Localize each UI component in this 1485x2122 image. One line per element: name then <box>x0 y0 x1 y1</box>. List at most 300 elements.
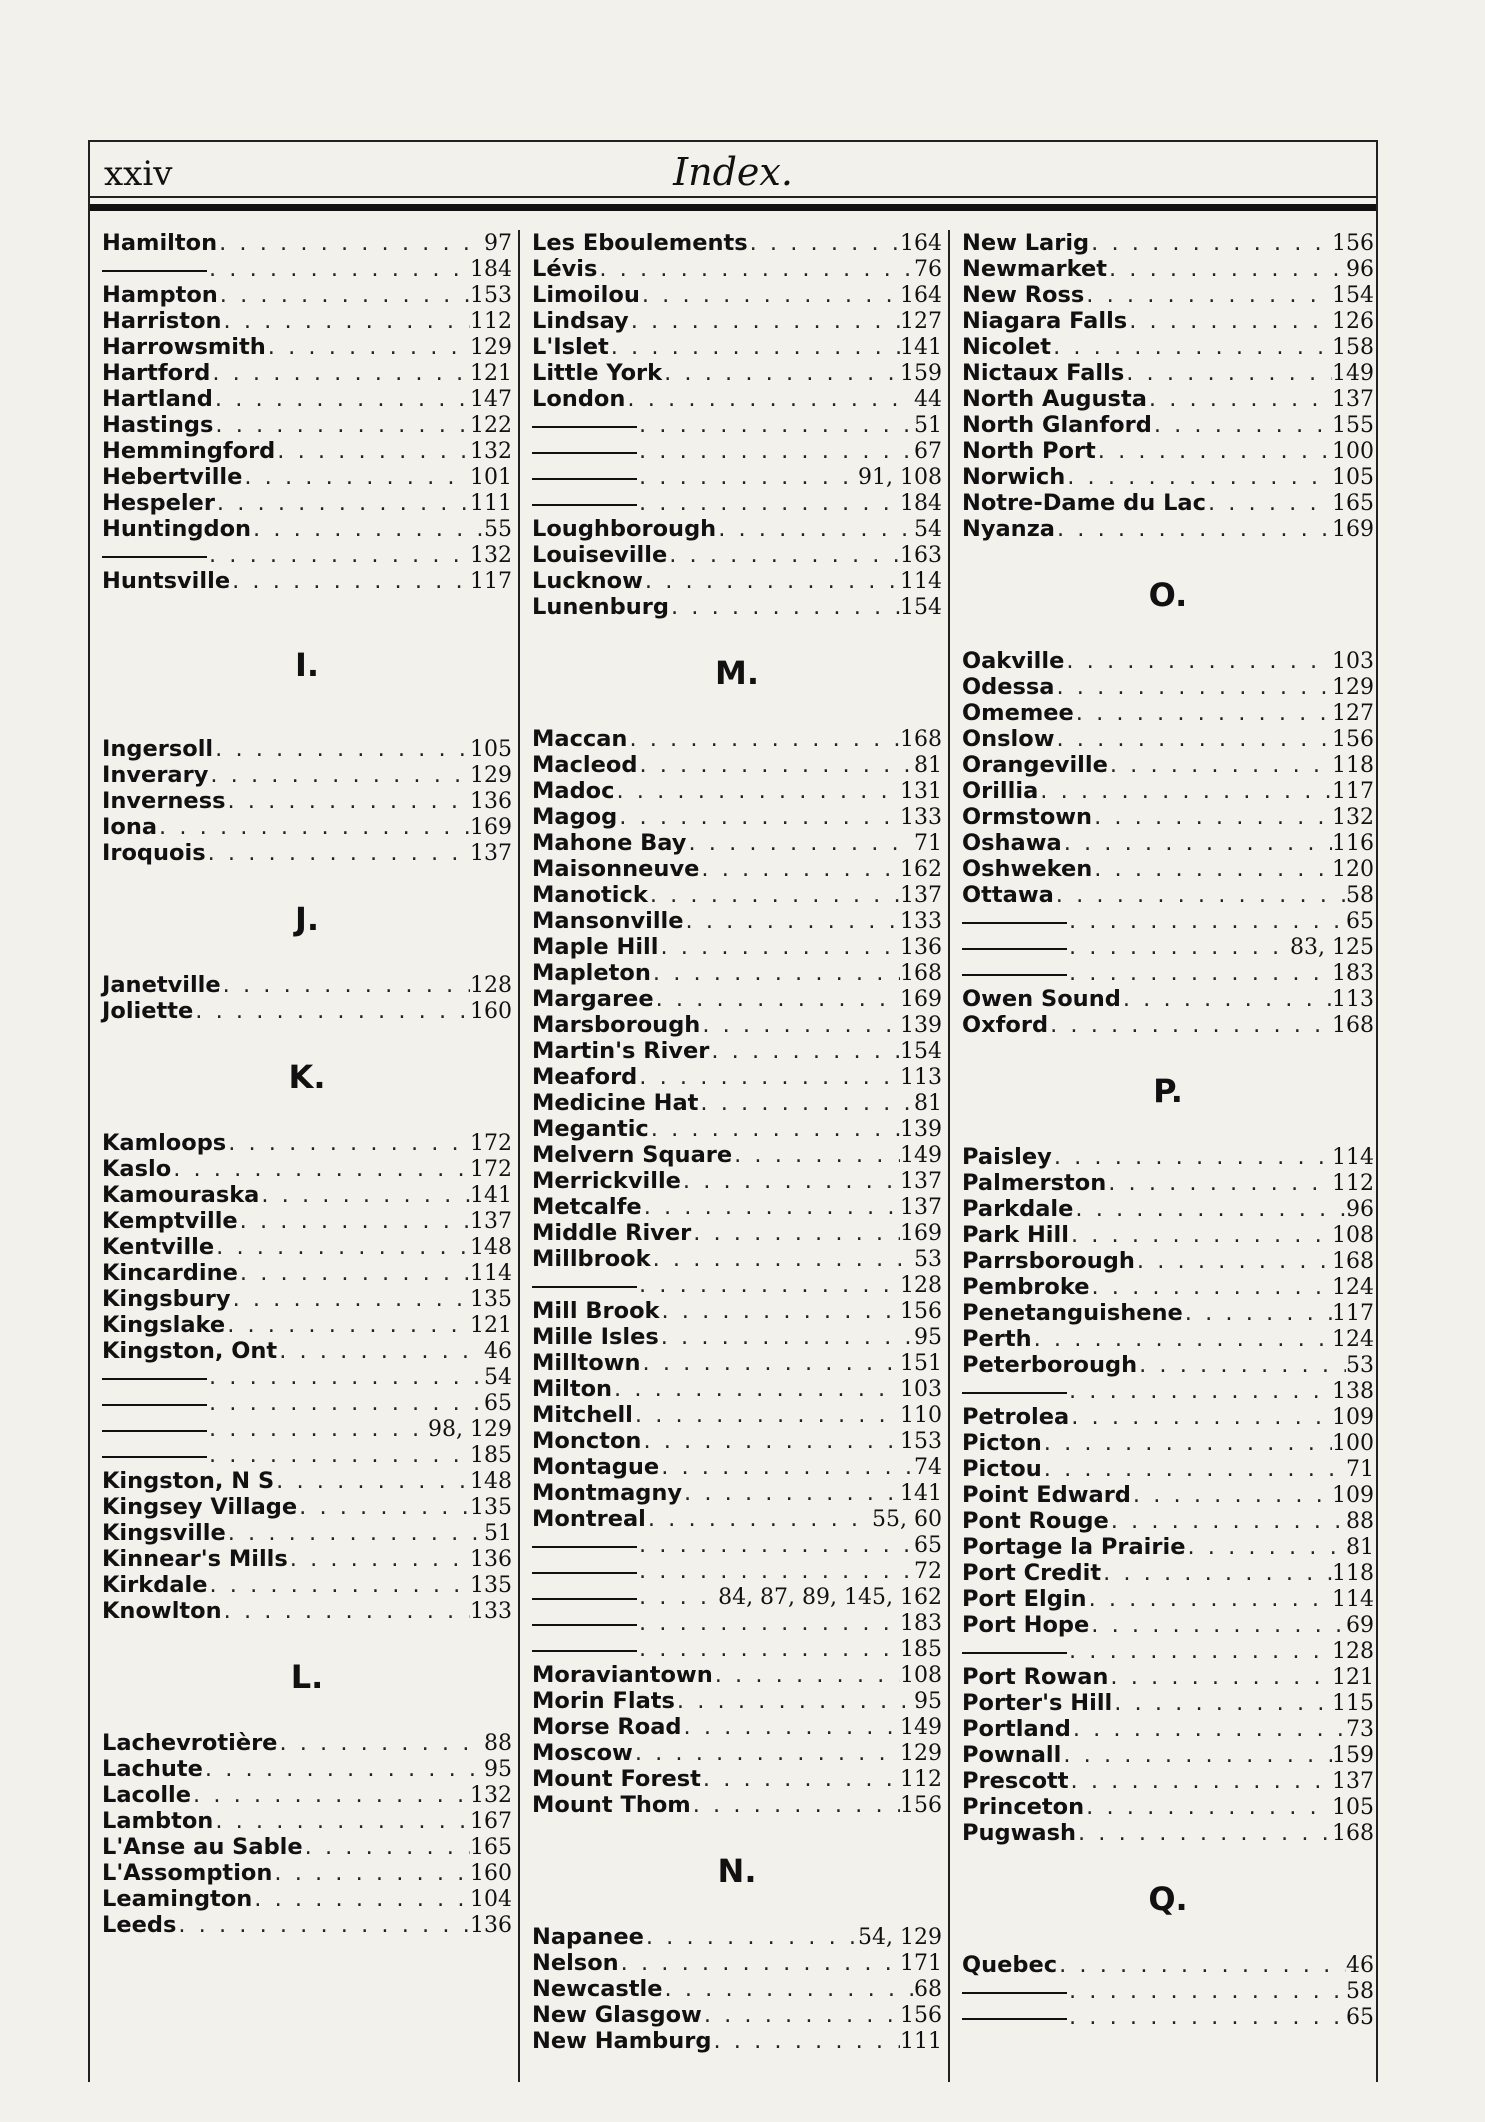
page-reference: 136 <box>470 1913 512 1938</box>
section-spacer <box>102 1024 512 1052</box>
dot-leader <box>597 256 914 282</box>
index-entry <box>532 1740 942 1766</box>
dot-leader <box>691 1792 900 1818</box>
index-entry <box>532 1142 942 1168</box>
index-entry <box>962 726 1374 752</box>
dot-leader <box>1101 1560 1332 1586</box>
page-reference: 168 <box>1332 1821 1374 1846</box>
dot-leader <box>277 1338 484 1364</box>
place-name: Montague <box>532 1454 660 1480</box>
dot-leader <box>662 360 900 386</box>
dot-leader <box>1054 882 1346 908</box>
ditto-dash <box>962 1992 1067 1994</box>
dot-leader <box>614 778 900 804</box>
place-name: Peterborough <box>962 1352 1138 1378</box>
index-entry <box>962 412 1374 438</box>
index-entry <box>102 998 512 1024</box>
place-name: Kinnear's Mills <box>102 1546 288 1572</box>
dot-leader <box>1032 1326 1332 1352</box>
dot-leader <box>637 412 914 438</box>
place-name: Perth <box>962 1326 1032 1352</box>
page-reference: 149 <box>900 1143 942 1168</box>
page-reference: 121 <box>470 361 512 386</box>
ditto-dash <box>532 504 637 506</box>
section-spacer <box>532 620 942 648</box>
place-name: Port Credit <box>962 1560 1102 1586</box>
place-name: Pugwash <box>962 1820 1076 1846</box>
page-reference: 156 <box>900 2003 942 2028</box>
index-entry <box>962 464 1374 490</box>
page-reference: 137 <box>1332 1769 1374 1794</box>
index-entry <box>532 516 942 542</box>
ditto-dash <box>532 1650 637 1652</box>
index-entry-continuation <box>962 2004 1374 2030</box>
place-name: Port Rowan <box>962 1664 1109 1690</box>
page-reference: 112 <box>470 309 512 334</box>
dot-leader <box>1067 1378 1332 1404</box>
index-entry-continuation <box>102 256 512 282</box>
index-entry <box>102 1208 512 1234</box>
index-entry-continuation <box>532 1610 942 1636</box>
index-entry <box>962 986 1374 1012</box>
index-entry <box>102 1782 512 1808</box>
page-reference: 51 <box>484 1521 512 1546</box>
ditto-dash <box>102 556 207 558</box>
dot-leader <box>277 1730 484 1756</box>
place-name: Owen Sound <box>962 986 1121 1012</box>
page-reference: 113 <box>900 1065 942 1090</box>
index-entry <box>102 762 512 788</box>
page-reference: 121 <box>470 1313 512 1338</box>
ditto-dash <box>532 1598 637 1600</box>
dot-leader <box>637 464 858 490</box>
place-name: Hampton <box>102 282 218 308</box>
dot-leader <box>637 1584 718 1610</box>
dot-leader <box>1084 1794 1332 1820</box>
place-name: Nyanza <box>962 516 1055 542</box>
page-reference: 55, 60 <box>872 1507 942 1532</box>
dot-leader <box>218 282 470 308</box>
index-entry <box>532 1480 942 1506</box>
index-entry <box>532 986 942 1012</box>
page-reference: 127 <box>1332 701 1374 726</box>
page-reference: 153 <box>900 1429 942 1454</box>
place-name: Hemmingford <box>102 438 276 464</box>
index-entry <box>532 1090 942 1116</box>
index-entry <box>532 1246 942 1272</box>
index-entry <box>532 334 942 360</box>
page-reference: 185 <box>900 1637 942 1662</box>
page-reference: 184 <box>900 491 942 516</box>
dot-leader <box>238 1208 470 1234</box>
dot-leader <box>1074 700 1332 726</box>
place-name: Hartford <box>102 360 211 386</box>
page-reference: 155 <box>1332 413 1374 438</box>
place-name: Margaree <box>532 986 654 1012</box>
index-entry-continuation <box>962 1378 1374 1404</box>
dot-leader <box>659 1454 914 1480</box>
index-entry <box>102 1834 512 1860</box>
index-entry <box>962 490 1374 516</box>
dot-leader <box>1127 308 1332 334</box>
index-entry <box>962 1794 1374 1820</box>
page-reference: 108 <box>900 1663 942 1688</box>
place-name: Omemee <box>962 700 1074 726</box>
page-reference: 137 <box>900 1169 942 1194</box>
dot-leader <box>629 308 900 334</box>
index-entry <box>532 1116 942 1142</box>
dot-leader <box>1051 334 1332 360</box>
place-name: Middle River <box>532 1220 692 1246</box>
index-entry <box>532 594 942 620</box>
page-reference: 136 <box>900 935 942 960</box>
place-name: Park Hill <box>962 1222 1069 1248</box>
index-entry <box>962 1456 1374 1482</box>
index-entry <box>532 1950 942 1976</box>
page-reference: 115 <box>1332 1691 1374 1716</box>
index-entry-continuation <box>102 1442 512 1468</box>
index-entry-continuation <box>102 1364 512 1390</box>
section-spacer <box>102 866 512 894</box>
dot-leader <box>669 594 900 620</box>
place-name: New Ross <box>962 282 1085 308</box>
dot-leader <box>637 1610 900 1636</box>
index-entry <box>962 1768 1374 1794</box>
place-name: Oshawa <box>962 830 1062 856</box>
index-entry <box>102 282 512 308</box>
dot-leader <box>684 908 900 934</box>
section-spacer <box>102 1102 512 1130</box>
page-reference: 172 <box>470 1157 512 1182</box>
index-entry <box>532 1792 942 1818</box>
page-reference: 139 <box>900 1117 942 1142</box>
ditto-dash <box>102 270 207 272</box>
dot-leader <box>266 334 470 360</box>
index-column-3 <box>950 230 1380 2082</box>
dot-leader <box>637 1532 914 1558</box>
page-reference: 54 <box>484 1365 512 1390</box>
dot-leader <box>213 736 470 762</box>
place-name: Nictaux Falls <box>962 360 1125 386</box>
page-reference: 184 <box>470 257 512 282</box>
place-name: Newcastle <box>532 1976 663 2002</box>
page-reference: 51 <box>914 413 942 438</box>
dot-leader <box>644 1924 858 1950</box>
index-entry <box>962 1430 1374 1456</box>
dot-leader <box>1073 1196 1346 1222</box>
place-name: Merrickville <box>532 1168 681 1194</box>
index-entry-continuation <box>532 464 942 490</box>
page-reference: 138 <box>1332 1379 1374 1404</box>
page-reference: 112 <box>900 1767 942 1792</box>
dot-leader <box>215 490 470 516</box>
section-spacer <box>102 1702 512 1730</box>
page-reference: 156 <box>900 1299 942 1324</box>
page-reference: 54, 129 <box>858 1925 942 1950</box>
dot-leader <box>1089 230 1332 256</box>
index-entry <box>532 1298 942 1324</box>
index-entry <box>532 1402 942 1428</box>
dot-leader <box>1109 1508 1346 1534</box>
index-entry <box>962 256 1374 282</box>
page-reference: 111 <box>470 491 512 516</box>
page-reference: 133 <box>470 1599 512 1624</box>
place-name: Iroquois <box>102 840 206 866</box>
page-reference: 169 <box>900 1221 942 1246</box>
place-name: Moncton <box>532 1428 642 1454</box>
place-name: L'Islet <box>532 334 609 360</box>
dot-leader <box>176 1912 470 1938</box>
index-entry <box>962 1352 1374 1378</box>
dot-leader <box>640 282 900 308</box>
dot-leader <box>203 1756 484 1782</box>
section-spacer <box>962 542 1374 570</box>
index-entry <box>532 1324 942 1350</box>
page-reference: 76 <box>914 257 942 282</box>
index-entry <box>532 1662 942 1688</box>
index-entry <box>532 1064 942 1090</box>
page-reference: 53 <box>914 1247 942 1272</box>
page-reference: 183 <box>900 1611 942 1636</box>
place-name: Mapleton <box>532 960 651 986</box>
index-entry <box>102 1598 512 1624</box>
place-name: Huntingdon <box>102 516 252 542</box>
page-reference: 164 <box>900 231 942 256</box>
place-name: Metcalfe <box>532 1194 642 1220</box>
dot-leader <box>210 360 470 386</box>
dot-leader <box>1147 386 1332 412</box>
place-name: Martin's River <box>532 1038 710 1064</box>
page-reference: 114 <box>1332 1145 1374 1170</box>
index-entry <box>962 1404 1374 1430</box>
place-name: Lachevrotière <box>102 1730 278 1756</box>
page-reference: 105 <box>1332 1795 1374 1820</box>
place-name: Limoilou <box>532 282 640 308</box>
ditto-dash <box>962 1392 1067 1394</box>
place-name: Morse Road <box>532 1714 682 1740</box>
index-entry <box>102 1912 512 1938</box>
ditto-dash <box>532 1546 637 1548</box>
dot-leader <box>213 1808 470 1834</box>
page-reference: 149 <box>1332 361 1374 386</box>
place-name: Maccan <box>532 726 628 752</box>
page-reference: 168 <box>1332 1249 1374 1274</box>
ditto-dash <box>102 1430 207 1432</box>
place-name: Newmarket <box>962 256 1107 282</box>
index-entry <box>962 308 1374 334</box>
dot-leader <box>1038 778 1332 804</box>
page-reference: 135 <box>470 1495 512 1520</box>
place-name: Oxford <box>962 1012 1049 1038</box>
place-name: Niagara Falls <box>962 308 1128 334</box>
place-name: Mansonville <box>532 908 684 934</box>
index-entry <box>962 1534 1374 1560</box>
page-reference: 81 <box>1346 1535 1374 1560</box>
index-entry <box>962 1300 1374 1326</box>
dot-leader <box>297 1494 470 1520</box>
page-reference: 135 <box>470 1287 512 1312</box>
index-entry <box>532 308 942 334</box>
index-entry <box>102 1286 512 1312</box>
index-entry <box>102 1756 512 1782</box>
page-reference: 129 <box>1332 675 1374 700</box>
section-letter: M. <box>715 654 759 692</box>
ditto-dash <box>532 452 637 454</box>
place-name: Mitchell <box>532 1402 633 1428</box>
place-name: Lacolle <box>102 1782 192 1808</box>
section-spacer <box>102 1624 512 1652</box>
index-entry <box>532 778 942 804</box>
place-name: Quebec <box>962 1952 1058 1978</box>
section-spacer <box>962 1846 1374 1874</box>
page-reference: 124 <box>1332 1327 1374 1352</box>
place-name: Milltown <box>532 1350 641 1376</box>
index-entry <box>532 1012 942 1038</box>
page-reference: 67 <box>914 439 942 464</box>
dot-leader <box>1069 1768 1332 1794</box>
dot-leader <box>1107 256 1346 282</box>
dot-leader <box>1183 1300 1332 1326</box>
page-reference: 168 <box>900 961 942 986</box>
dot-leader <box>619 1950 900 1976</box>
page-reference: 141 <box>470 1183 512 1208</box>
place-name: Lachute <box>102 1756 203 1782</box>
dot-leader <box>242 464 470 490</box>
dot-leader <box>225 788 470 814</box>
index-entry-continuation <box>102 1416 512 1442</box>
place-name: Ottawa <box>962 882 1054 908</box>
index-entry <box>962 360 1374 386</box>
page-reference: 164 <box>900 283 942 308</box>
index-entry <box>962 1274 1374 1300</box>
page-reference: 185 <box>470 1443 512 1468</box>
dot-leader <box>659 1324 914 1350</box>
page-reference: 168 <box>1332 1013 1374 1038</box>
ditto-dash <box>962 2018 1067 2020</box>
index-entry <box>532 230 942 256</box>
page-reference: 141 <box>900 335 942 360</box>
index-entry <box>962 648 1374 674</box>
place-name: Hartland <box>102 386 213 412</box>
page-reference: 154 <box>1332 283 1374 308</box>
place-name: Kaslo <box>102 1156 172 1182</box>
dot-leader <box>748 230 900 256</box>
place-name: North Port <box>962 438 1096 464</box>
page-reference: 65 <box>1346 909 1374 934</box>
index-entry <box>102 412 512 438</box>
dot-leader <box>612 1376 900 1402</box>
page-reference: 118 <box>1332 1561 1374 1586</box>
place-name: Kamouraska <box>102 1182 260 1208</box>
page-reference: 46 <box>484 1339 512 1364</box>
dot-leader <box>221 972 470 998</box>
page-reference: 116 <box>1332 831 1374 856</box>
page-reference: 72 <box>914 1559 942 1584</box>
place-name: Hebertville <box>102 464 243 490</box>
page-reference: 135 <box>470 1573 512 1598</box>
page-reference: 126 <box>1332 309 1374 334</box>
index-entry <box>532 256 942 282</box>
place-name: Megantic <box>532 1116 649 1142</box>
dot-leader <box>1061 1742 1332 1768</box>
dot-leader <box>732 1142 900 1168</box>
dot-leader <box>1052 1144 1332 1170</box>
index-entry <box>102 1572 512 1598</box>
dot-leader <box>651 1246 914 1272</box>
dot-leader <box>1055 726 1333 752</box>
section-spacer <box>962 620 1374 648</box>
place-name: Kincardine <box>102 1260 238 1286</box>
place-name: Kemptville <box>102 1208 238 1234</box>
dot-leader <box>637 752 914 778</box>
index-entry <box>102 1494 512 1520</box>
index-entry <box>532 1168 942 1194</box>
index-entry <box>102 788 512 814</box>
dot-leader <box>275 438 470 464</box>
place-name: Kamloops <box>102 1130 227 1156</box>
index-entry <box>102 814 512 840</box>
page-reference: 114 <box>1332 1587 1374 1612</box>
index-page <box>88 140 1378 2082</box>
section-letter: P. <box>1153 1072 1183 1110</box>
dot-leader <box>698 1090 914 1116</box>
index-entry <box>962 386 1374 412</box>
page-reference: 169 <box>470 815 512 840</box>
page-reference: 169 <box>1332 517 1374 542</box>
place-name: Janetville <box>102 972 221 998</box>
page-header <box>90 142 1376 208</box>
dot-leader <box>625 386 914 412</box>
place-name: Moscow <box>532 1740 633 1766</box>
index-entry-continuation <box>962 1638 1374 1664</box>
page-reference: 114 <box>900 569 942 594</box>
index-entry <box>102 1130 512 1156</box>
place-name: Iona <box>102 814 158 840</box>
index-entry <box>102 736 512 762</box>
dot-leader <box>701 1766 900 1792</box>
dot-leader <box>1135 1248 1332 1274</box>
place-name: Portland <box>962 1716 1071 1742</box>
dot-leader <box>303 1834 470 1860</box>
index-entry <box>962 1716 1374 1742</box>
page-reference: 46 <box>1346 1953 1374 1978</box>
index-entry <box>962 830 1374 856</box>
dot-leader <box>712 2028 901 2054</box>
page-reference: 159 <box>1332 1743 1374 1768</box>
place-name: Port Hope <box>962 1612 1090 1638</box>
index-entry-continuation <box>532 1636 942 1662</box>
page-reference: 65 <box>484 1391 512 1416</box>
index-entry <box>532 1194 942 1220</box>
index-entry-continuation <box>962 960 1374 986</box>
index-entry <box>102 490 512 516</box>
dot-leader <box>658 934 900 960</box>
page-reference: 55 <box>484 517 512 542</box>
place-name: L'Anse au Sable <box>102 1834 303 1860</box>
dot-leader <box>1124 360 1332 386</box>
place-name: Joliette <box>102 998 194 1024</box>
index-entry <box>962 1222 1374 1248</box>
place-name: Ormstown <box>962 804 1093 830</box>
page-reference: 156 <box>1332 727 1374 752</box>
place-name: Pictou <box>962 1456 1042 1482</box>
page-reference: 65 <box>1346 2005 1374 2030</box>
page-reference: 132 <box>470 439 512 464</box>
index-entry <box>962 1196 1374 1222</box>
index-entry <box>532 1688 942 1714</box>
dot-leader <box>637 1558 914 1584</box>
place-name: L'Assomption <box>102 1860 273 1886</box>
